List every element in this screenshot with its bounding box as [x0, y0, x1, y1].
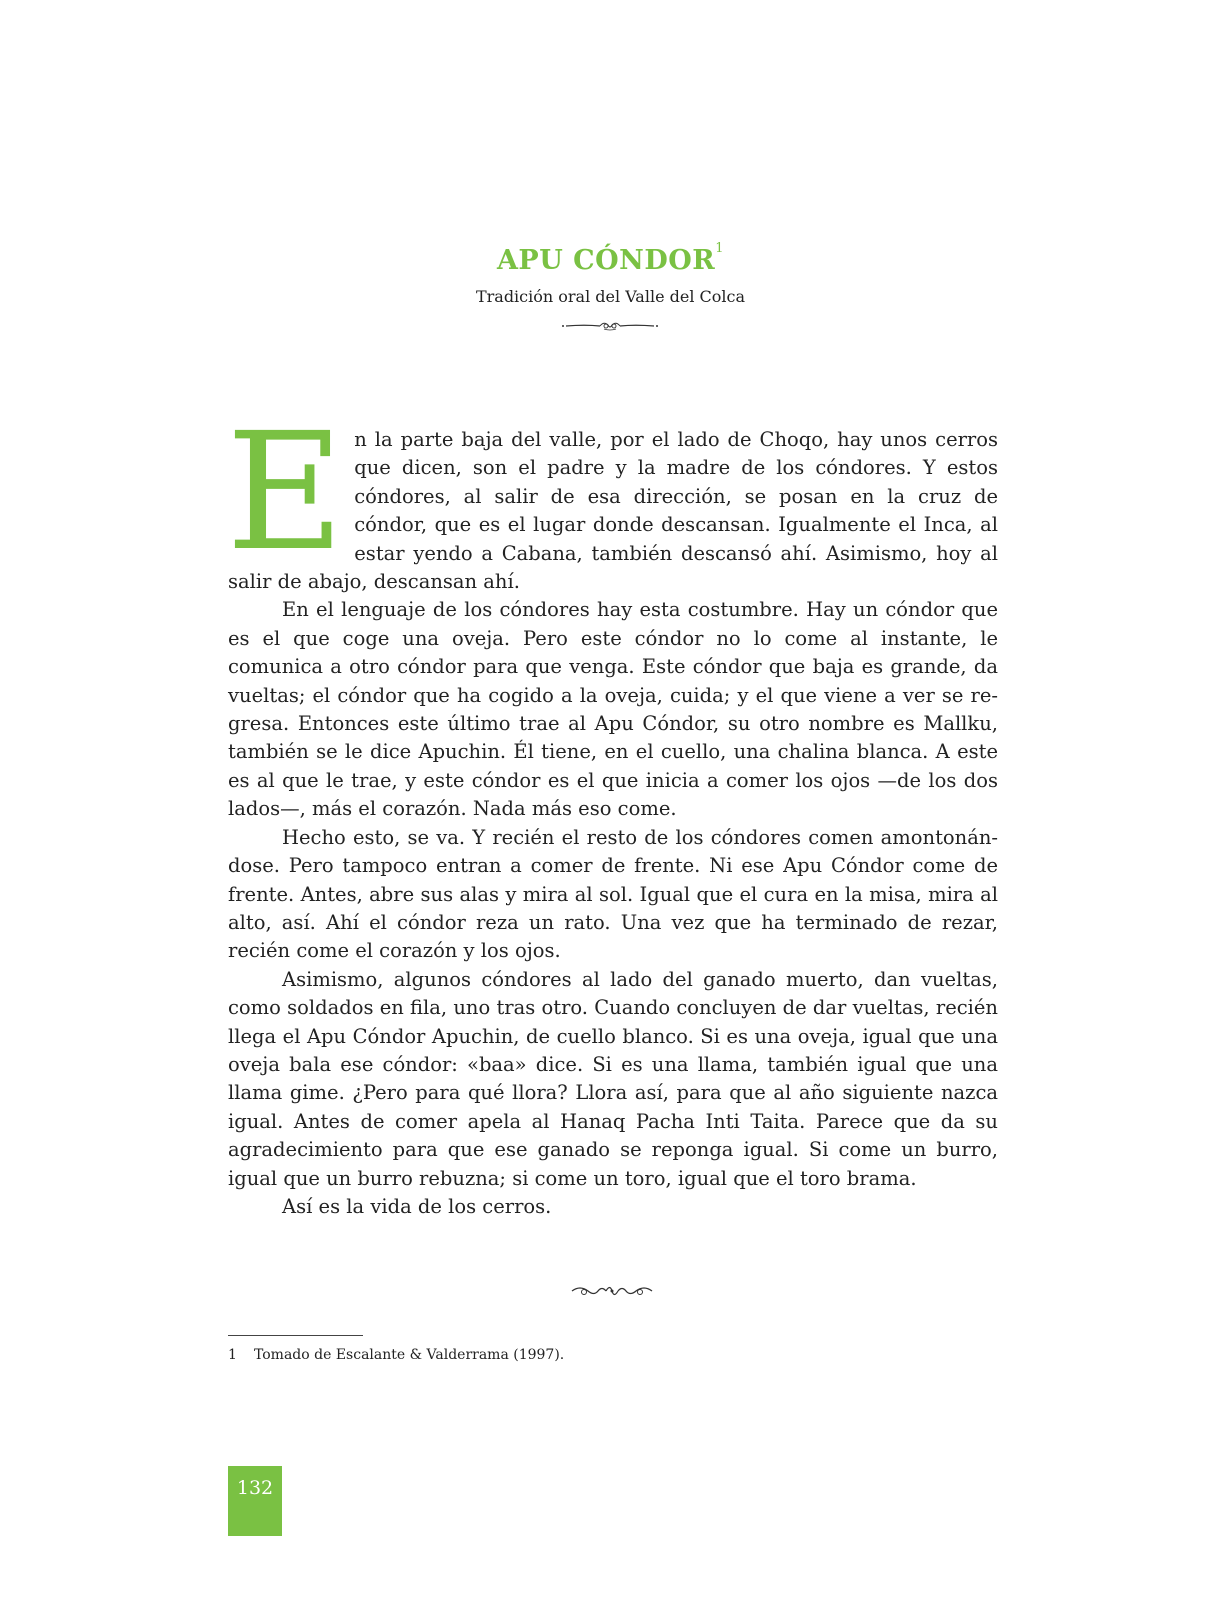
- title-ornament-divider: [560, 320, 660, 332]
- paragraph-2: En el lenguaje de los cóndores hay esta costumbre. Hay un cóndor que es el que coge una oveja. Pero este cóndor no lo come al instante, le comunica a otro cóndor para que venga. Este cóndor que baja es grande, da vueltas; el cóndor que ha cogido a la oveja, cuida; y el que viene a ver se regresa. Entonces este último trae al Apu Cóndor, su otro nombre es Mallku, también se le dice Apuchin. Él tiene, en el cuello, una chalina blanca. A este es al que le trae, y este cóndor es el que inicia a comer los ojos —de los dos lados—, más el corazón. Nada más eso come.: [228, 598, 998, 821]
- page-number: 132: [236, 1477, 274, 1499]
- end-ornament: [570, 1283, 654, 1299]
- footnote-divider: [228, 1335, 363, 1336]
- footnote-text: Tomado de Escalante & Valderrama (1997).: [254, 1347, 565, 1363]
- drop-cap: E: [226, 399, 345, 587]
- paragraph-1-text: n la parte baja del valle, por el lado de Choqo, hay unos cerros que dicen, son el padre y la madre de los cóndores. Y estos cóndores, al salir de esa dirección, se posan en la cruz de cóndor, que es el lugar donde descansan. Igualmente el Inca, al estar yendo a Cabana, también descansó ahí. Asimismo, hoy al salir de abajo, descansan ahí.: [228, 428, 998, 594]
- story-title-text: APU CÓNDOR: [496, 245, 716, 276]
- footnote-number: 1: [228, 1347, 237, 1363]
- paragraph-4: Asimismo, algunos cóndores al lado del ganado muerto, dan vueltas, como soldados en fila, uno tras otro. Cuando concluyen de dar vueltas, recién llega el Apu Cóndor Apuchin, de cuello blanco. Si es una oveja, igual que una oveja bala ese cóndor: «baa» dice. Si es una llama, también igual que una llama gime. ¿Pero para qué llora? Llora así, para que al año siguiente nazca igual. Antes de comer apela al Hanaq Pacha Inti Taita. Parece que da su agradecimiento para que ese ganado se reponga igual. Si come un burro, igual que un burro rebuzna; si come un toro, igual que el toro brama.: [228, 967, 998, 1190]
- paragraph-3: Hecho esto, se va. Y recién el resto de los cóndores comen amontonándose. Pero tampoco entran a comer de frente. Ni ese Apu Cóndor come de frente. Antes, abre sus alas y mira al sol. Igual que el cura en la misa, mira al alto, así. Ahí el cóndor reza un rato. Una vez que ha terminado de rezar, recién come el corazón y los ojos.: [228, 825, 998, 963]
- footnote-marker: 1: [715, 241, 725, 256]
- footnote: [228, 1347, 564, 1363]
- story-body: [226, 399, 998, 1221]
- story-title: [0, 241, 1221, 276]
- paragraph-1: [226, 399, 998, 596]
- story-subtitle: Tradición oral del Valle del Colca: [475, 287, 746, 306]
- paragraph-5: Así es la vida de los cerros.: [282, 1194, 552, 1218]
